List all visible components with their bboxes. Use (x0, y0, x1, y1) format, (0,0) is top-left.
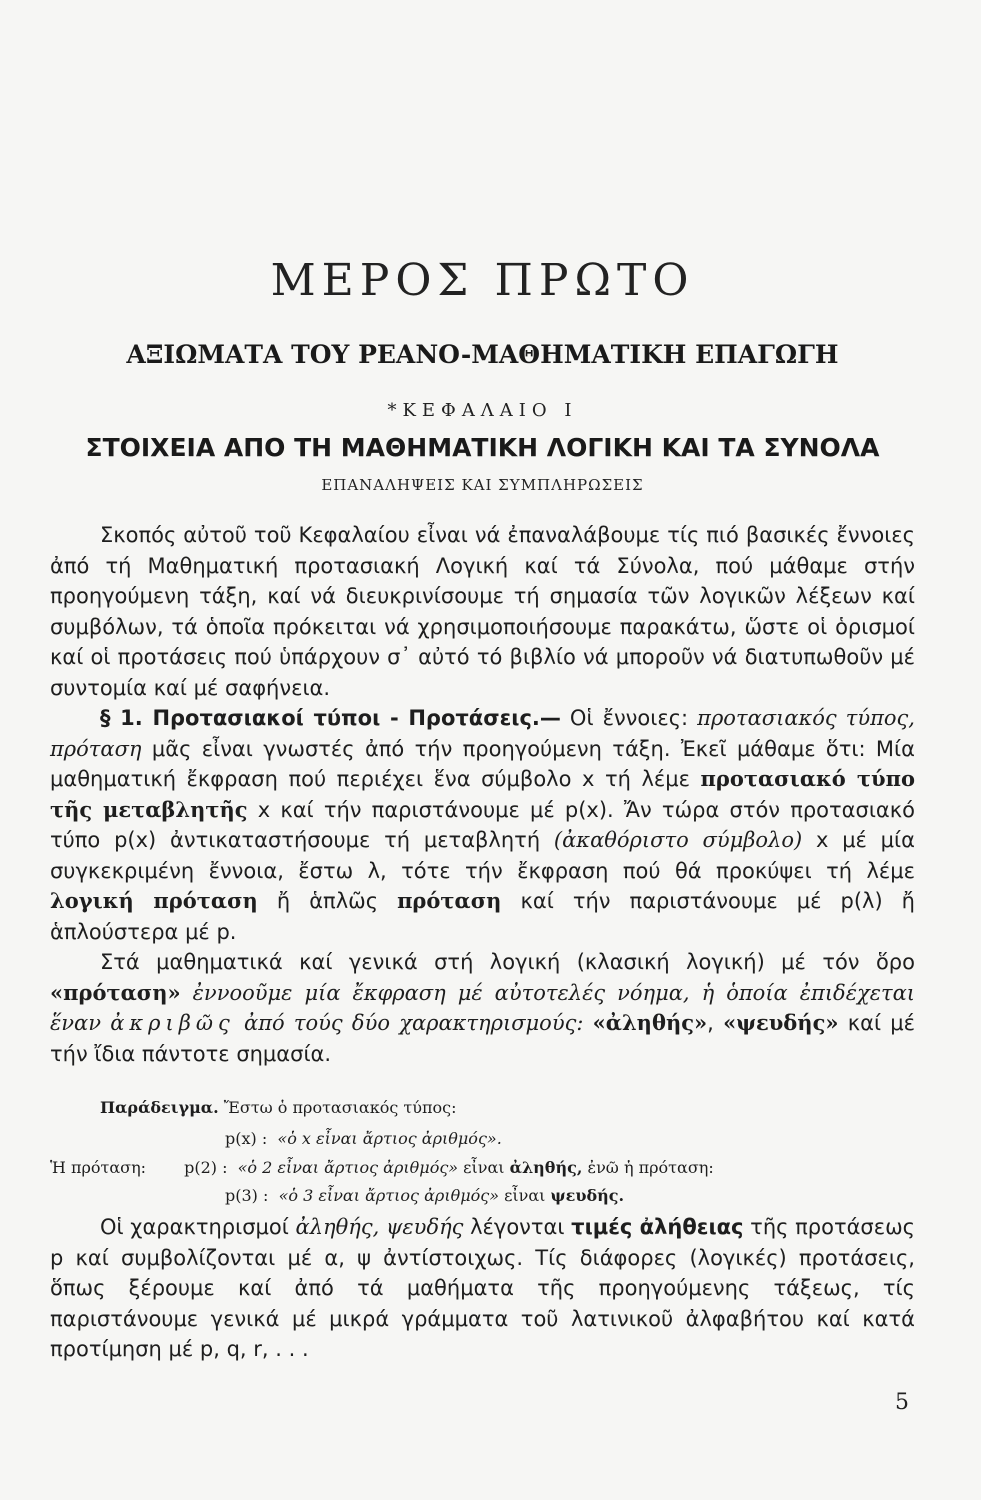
prop-label: Ἡ πρόταση: (50, 1158, 147, 1177)
italic-run: προτασιακός τύπος, πρόταση (50, 706, 915, 761)
example-intro-line (100, 1098, 456, 1117)
p2-text: «ὁ 2 εἶναι ἄρτιος ἀριθμός» (237, 1158, 459, 1177)
text-run: λέγονται (463, 1215, 572, 1239)
section-title: ΣΤΟΙΧΕΙΑ ΑΠΟ ΤΗ ΜΑΘΗΜΑΤΙΚΗ ΛΟΓΙΚΗ ΚΑΙ ΤΑ ΣΥΝΟΛΑ (85, 433, 880, 462)
intro-paragraph: Σκοπός αὐτοῦ τοῦ Κεφαλαίου εἶναι νά ἐπαναλάβουμε τίς πιό βασικές ἔννοιες ἀπό τή Μαθηματική προτασιακή Λογική καί τά Σύνολα, πού μάθαμε στήν προηγούμενη τάξη, καί νά διευκρινίσουμε τή σημασία τῶν λογικῶν λέξεων καί συμβόλων, τά ὁποῖα πρόκειται νά χρησιμοποιήσουμε παρακάτω, ὥστε οἱ ὁρισμοί καί οἱ προτάσεις πού ὑπάρχουν σ᾽ αὐτό τό βιβλίο νά μποροῦν νά διατυπωθοῦν μέ συντομία καί μέ σαφήνεια. (50, 523, 915, 700)
text-run: εἶναι (458, 1158, 510, 1177)
p3-label: p(3) : (225, 1186, 269, 1205)
bold-run: προτασιακό τύπο τῆς μεταβλητῆς (50, 766, 916, 822)
text-run: Στά μαθηματικά καί γενικά στή λογική (κλασική λογική) μέ τόν ὅρο (100, 950, 915, 974)
text-run: Οἱ χαρακτηρισμοί (100, 1215, 296, 1239)
p3-value: ψευδής. (550, 1186, 625, 1205)
chapter-number: *ΚΕΦΑΛΑΙΟ I (387, 400, 578, 421)
page-number: 5 (895, 1390, 909, 1415)
bold-run: πρόταση (397, 888, 502, 913)
italic-run: ἀπό τούς δύο χαρακτηρισμούς: (234, 1011, 593, 1035)
text-run: Ἔστω ὁ προτασιακός τύπος: (218, 1098, 457, 1117)
main-text-2 (50, 1212, 915, 1365)
subtitle: ΕΠΑΝΑΛΗΨΕΙΣ ΚΑΙ ΣΥΜΠΛΗΡΩΣΕΙΣ (321, 476, 644, 494)
formula-text: «ὁ x εἶναι ἄρτιος ἀριθμός». (277, 1129, 502, 1148)
text-run: καί τήν παριστάνουμε μέ p(λ) ἤ ἁπλούστερα μέ p. (50, 889, 915, 944)
text-run: καί μέ τήν ἴδια πάντοτε σημασία. (50, 1011, 915, 1066)
p3-text: «ὁ 3 εἶναι ἄρτιος ἀριθμός» (278, 1186, 499, 1205)
main-text (50, 520, 915, 1069)
italic-run: ἀληθής, ψευδής (295, 1215, 464, 1239)
italic-run: (ἀκαθόριστο σύμβολο) (553, 828, 803, 852)
paragraph-3 (50, 1212, 915, 1365)
text-run: Οἱ ἔννοιες: (560, 706, 698, 730)
section1-heading: § 1. Προτασιακοί τύποι - Προτάσεις.— (100, 706, 561, 730)
text-run: τῆς προτάσεως p καί συμβολίζονται μέ α, ψ ἀντίστοιχως. Τίς διάφορες (λογικές) προτάσεις, ὅπως ξέρουμε καί ἀπό τά μαθήματα τῆς προηγούμενης τάξεως, τίς παριστάνουμε γενικά μέ μικρά γράμματα τοῦ λατινικοῦ ἀλφαβήτου καί κατά προτίμηση μέ p, q, r, . . . (50, 1215, 916, 1361)
bold-run: «ἀληθής» (592, 1010, 708, 1035)
example-label: Παράδειγμα. (100, 1098, 219, 1117)
text-run: x μέ μία συγκεκριμένη ἔννοια, ἔστω λ, τότε τήν ἔκφραση πού θά προκύψει τή λέμε (50, 828, 915, 883)
section1-paragraph (50, 703, 915, 947)
example-p2-line (50, 1158, 714, 1177)
bold-run: λογική πρόταση (50, 888, 258, 913)
text-run: x καί τήν παριστάνουμε μέ p(x). Ἄν τώρα στόν προτασιακό τύπο p(x) ἀντικαταστήσουμε τή μεταβλητή (50, 797, 915, 852)
bold-run: τιμές ἀλήθειας (571, 1215, 744, 1239)
text-run: εἶναι (499, 1186, 551, 1205)
bold-run: «ψευδής» (723, 1010, 839, 1035)
part-title: ΜΕΡΟΣ ΠΡΩΤΟ (270, 255, 695, 306)
text-run: ἤ ἁπλῶς (257, 889, 398, 913)
p2-value: ἀληθής, (509, 1158, 583, 1177)
bold-run: «πρόταση» (50, 979, 181, 1005)
chapter-title: ΑΞΙΩΜΑΤΑ ΤΟΥ PEANO-ΜΑΘΗΜΑΤΙΚΗ ΕΠΑΓΩΓΗ (126, 340, 839, 369)
text-run: μᾶς εἶναι γνωστές ἀπό τήν προηγούμενη τάξη. Ἐκεῖ μάθαμε ὅτι: Μία μαθηματική ἔκφραση πού περιέχει ἕνα σύμβολο x τή λέμε (50, 736, 915, 791)
spaced-run: ἀκριβῶς (110, 1011, 235, 1035)
example-formula-line (225, 1129, 502, 1148)
text-run: , (707, 1011, 724, 1035)
text-run: ἐνῶ ἡ πρόταση: (582, 1158, 714, 1177)
paragraph-2 (50, 947, 915, 1069)
example-p3-line (225, 1186, 624, 1205)
formula-label: p(x) : (225, 1129, 268, 1148)
italic-run: ἐννοοῦμε μία ἔκφραση μέ αὐτοτελές νόημα, ἡ ὁποία ἐπιδέχεται ἕναν (50, 980, 915, 1035)
p2-label: p(2) : (184, 1158, 228, 1177)
